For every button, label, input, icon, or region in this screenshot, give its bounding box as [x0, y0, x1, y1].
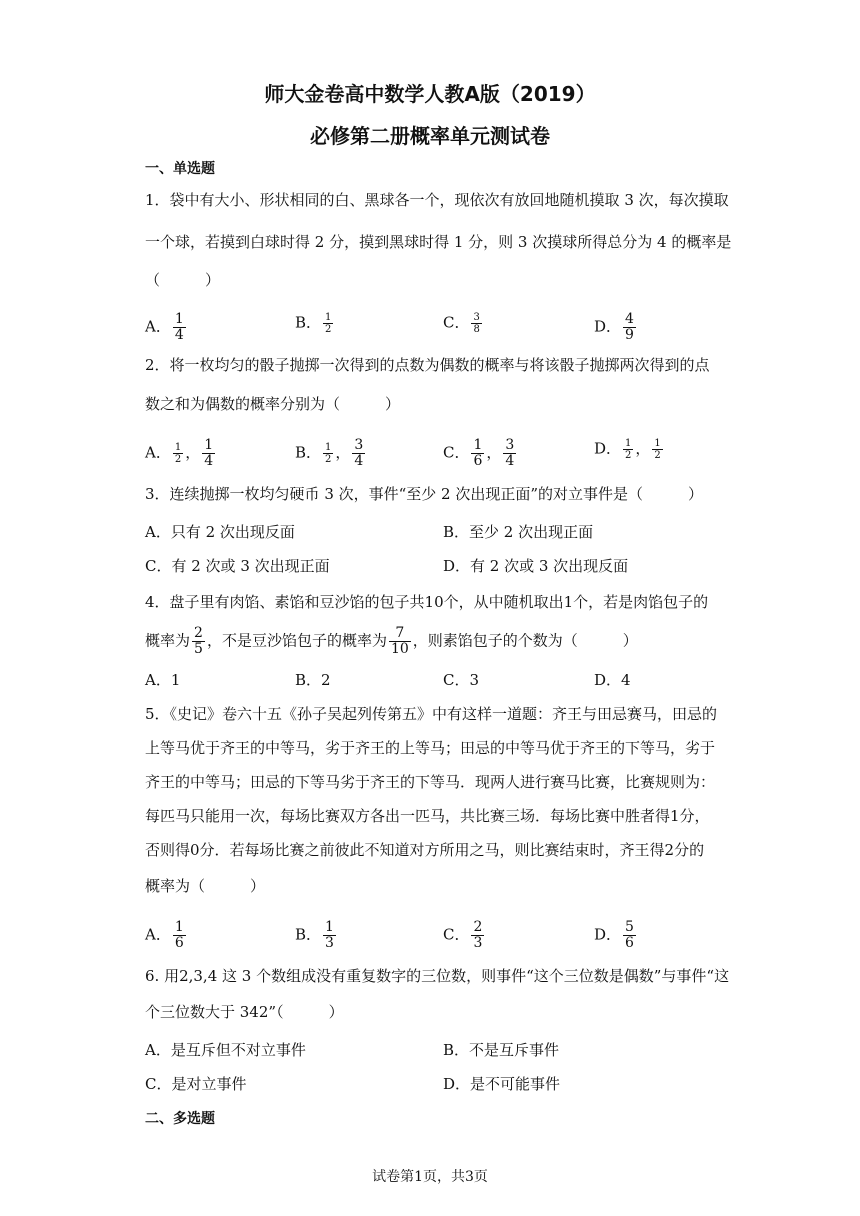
q3-option-c: C．有 2 次或 3 次出现正面: [145, 557, 330, 575]
q2-option-b: B． $\frac{1}{2}$ ， $\frac{3}{4}$: [295, 437, 364, 469]
q6-option-b: B．不是互斥事件: [443, 1041, 560, 1059]
q6-text-line1: 6. 用2,3,4 这 3 个数组成没有重复数字的三位数，则事件“这个三位数是偶数”与事件“这: [145, 967, 730, 985]
q5-option-a: A． $\frac{1}{6}$: [145, 919, 184, 951]
q3-option-a: A．只有 2 次出现反面: [145, 523, 295, 541]
q5-text-line1: 5．《史记》卷六十五《孙子吴起列传第五》中有这样一道题：齐王与田忌赛马，田忌的: [145, 705, 718, 723]
q2-option-d: D． $\frac{1}{2}$ ， $\frac{1}{2}$: [594, 438, 661, 461]
q4-option-c: C．3: [443, 671, 480, 689]
q6-option-c: C．是对立事件: [145, 1075, 247, 1093]
q3-text-line1: 3．连续抛掷一枚均匀硬币 3 次，事件“至少 2 次出现正面”的对立事件是（ ）: [145, 485, 704, 503]
q3-option-b: B．至少 2 次出现正面: [443, 523, 594, 541]
page-footer: 试卷第1页，共3页: [372, 1169, 488, 1185]
q6-option-d: D．是不可能事件: [443, 1075, 561, 1093]
q5-option-b: B． $\frac{1}{3}$: [295, 919, 334, 951]
q4-text-line1: 4．盘子里有肉馅、素馅和豆沙馅的包子共10个，从中随机取出1个，若是肉馅包子的: [145, 593, 709, 611]
q1-option-a: A． $\frac{1}{4}$: [145, 311, 184, 343]
q3-option-d: D．有 2 次或 3 次出现反面: [443, 557, 629, 575]
q5-option-d: D． $\frac{5}{6}$: [594, 919, 634, 951]
q2-text-line1: 2．将一枚均匀的骰子抛掷一次得到的点数为偶数的概率与将该骰子抛掷两次得到的点: [145, 356, 710, 374]
q4-text-line2: 概率为 $\frac{2}{5}$ ，不是豆沙馅包子的概率为 $\frac{7}{10}$ ，则素馅包子的个数为（ ）: [145, 625, 638, 657]
q5-text-line2: 上等马优于齐王的中等马，劣于齐王的上等马；田忌的中等马优于齐王的下等马，劣于: [145, 739, 716, 757]
q5-text-line5: 否则得0分．若每场比赛之前彼此不知道对方所用之马，则比赛结束时，齐王得2分的: [145, 841, 705, 859]
q1-text-line1: 1．袋中有大小、形状相同的白、黑球各一个，现依次有放回地随机摸取 3 次，每次摸取: [145, 191, 729, 209]
q1-text-line3: （ ）: [145, 271, 221, 289]
q2-option-a: A． $\frac{1}{2}$ ， $\frac{1}{4}$: [145, 437, 214, 469]
q5-option-c: C． $\frac{2}{3}$: [443, 919, 483, 951]
q4-option-a: A．1: [145, 671, 181, 689]
q4-option-d: D．4: [594, 671, 631, 689]
q1-option-d: D． $\frac{4}{9}$: [594, 311, 634, 343]
section-multiple-choice: 二、多选题: [145, 1111, 215, 1127]
q5-text-line3: 齐王的中等马；田忌的下等马劣于齐王的下等马．现两人进行赛马比赛，比赛规则为：: [145, 773, 716, 791]
q2-option-c: C． $\frac{1}{6}$ ， $\frac{3}{4}$: [443, 437, 515, 469]
q6-option-a: A．是互斥但不对立事件: [145, 1041, 306, 1059]
exam-subtitle: 必修第二册概率单元测试卷: [310, 124, 550, 148]
q1-option-c: C． $\frac{3}{8}$: [443, 312, 480, 335]
q5-text-line4: 每匹马只能用一次，每场比赛双方各出一匹马，共比赛三场．每场比赛中胜者得1分，: [145, 807, 710, 825]
q2-text-line2: 数之和为偶数的概率分别为（ ）: [145, 395, 401, 413]
q4-option-b: B．2: [295, 671, 331, 689]
q1-option-b: B． $\frac{1}{2}$: [295, 312, 332, 335]
q1-text-line2: 一个球，若摸到白球时得 2 分，摸到黑球时得 1 分，则 3 次摸球所得总分为 4 的概率是: [145, 233, 732, 251]
q6-text-line2: 个三位数大于 342”（ ）: [145, 1003, 344, 1021]
section-single-choice: 一、单选题: [145, 161, 215, 177]
exam-title: 师大金卷高中数学人教A版（2019）: [264, 82, 596, 106]
q5-text-line6: 概率为（ ）: [145, 877, 266, 895]
